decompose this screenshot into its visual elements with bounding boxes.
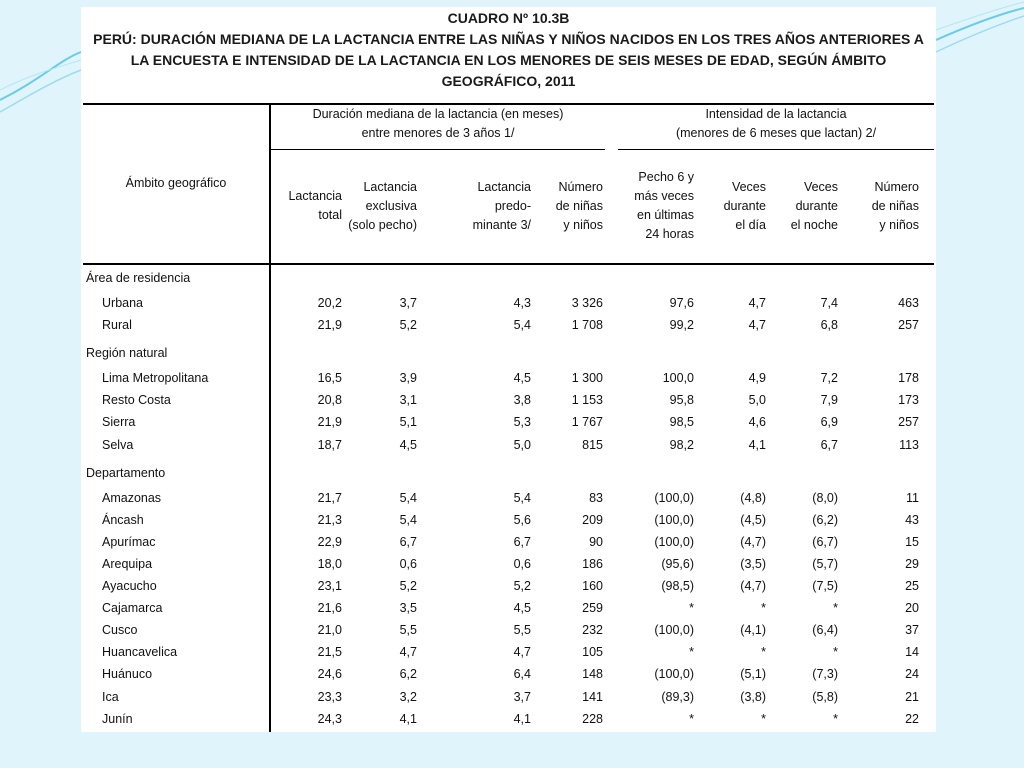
- row-label: Resto Costa: [102, 393, 171, 408]
- table-cell: 259: [582, 601, 603, 616]
- row-label: Apurímac: [102, 534, 156, 549]
- table-sheet: [81, 7, 936, 732]
- table-cell: 23,3: [317, 689, 342, 704]
- row-label: Amazonas: [102, 490, 162, 505]
- table-cell: 99,2: [669, 318, 694, 333]
- table-cell: 1 708: [571, 318, 603, 333]
- table-cell: 4,5: [513, 371, 531, 386]
- table-cell: (6,7): [812, 534, 838, 549]
- table-cell: 0,6: [399, 556, 417, 571]
- table-cell: 3,9: [399, 371, 417, 386]
- table-cell: *: [689, 601, 694, 616]
- column-header-1-line-2: total: [318, 208, 342, 222]
- table-cell: 21,6: [317, 601, 342, 616]
- column-header-5-line-2: más veces: [634, 189, 694, 203]
- table-cell: (4,8): [740, 490, 766, 505]
- row-label: Junín: [102, 711, 133, 726]
- table-cell: 15: [905, 534, 919, 549]
- table-cell: 5,1: [399, 415, 417, 430]
- table-cell: 4,1: [748, 437, 766, 452]
- column-header-3-line-2: predo-: [494, 199, 531, 213]
- table-cell: 5,6: [513, 512, 531, 527]
- table-cell: 6,8: [820, 318, 838, 333]
- row-label: Ica: [102, 689, 119, 704]
- table-cell: 24,6: [317, 667, 342, 682]
- table-cell: (100,0): [654, 534, 694, 549]
- table-cell: 5,2: [513, 579, 531, 593]
- table-cell: 4,6: [748, 415, 766, 430]
- table-cell: 43: [905, 512, 919, 527]
- table-cell: 24,3: [317, 711, 342, 726]
- table-cell: 37: [905, 623, 919, 638]
- table-cell: 7,9: [820, 393, 838, 408]
- group1-header-line1: Duración mediana de la lactancia (en meses): [312, 107, 564, 121]
- column-header-4-line-3: y niños: [563, 218, 603, 232]
- table-cell: 5,4: [399, 490, 417, 505]
- table-cell: (7,3): [812, 667, 838, 682]
- table-cell: 228: [582, 711, 603, 726]
- column-header-4-line-1: Número: [558, 180, 603, 194]
- table-cell: 25: [905, 579, 919, 593]
- column-header-8-line-1: Número: [874, 180, 919, 194]
- column-header-5-line-1: Pecho 6 y: [638, 170, 694, 184]
- group1-rule: [271, 149, 605, 150]
- header-bottom-rule: [83, 263, 934, 265]
- row-label: Huancavelica: [102, 645, 178, 660]
- table-cell: 4,5: [513, 601, 531, 616]
- row-label: Cajamarca: [102, 601, 163, 616]
- table-cell: 7,2: [820, 371, 838, 386]
- table-cell: 21,9: [317, 318, 342, 333]
- table-cell: (5,8): [812, 689, 838, 704]
- group2-header-line1: Intensidad de la lactancia: [705, 107, 847, 121]
- table-cell: (3,5): [740, 556, 766, 571]
- table-cell: 3,2: [399, 689, 417, 704]
- table-cell: 257: [898, 415, 919, 430]
- title-line-4: GEOGRÁFICO, 2011: [441, 73, 576, 89]
- table-cell: *: [833, 601, 838, 616]
- table-cell: (100,0): [654, 490, 694, 505]
- table-cell: 1 767: [571, 415, 603, 430]
- table-cell: *: [833, 645, 838, 660]
- table-cell: 173: [898, 393, 919, 408]
- table-cell: 24: [905, 667, 919, 682]
- table-cell: 4,5: [399, 437, 417, 452]
- table-cell: (100,0): [654, 667, 694, 682]
- table-cell: 5,4: [399, 512, 417, 527]
- table-cell: 4,3: [513, 296, 531, 310]
- table-cell: 21,3: [317, 512, 342, 527]
- table-cell: 141: [582, 689, 603, 704]
- table-cell: 186: [582, 556, 603, 571]
- column-header-7-line-1: Veces: [803, 180, 838, 194]
- table-cell: (4,7): [740, 534, 766, 549]
- table-cell: 4,7: [748, 318, 766, 333]
- table-cell: 21,5: [317, 645, 342, 660]
- table-cell: 4,7: [748, 296, 766, 310]
- row-label: Lima Metropolitana: [102, 371, 209, 386]
- table-cell: 113: [899, 437, 919, 452]
- column-header-5-line-3: en últimas: [637, 208, 694, 222]
- table-cell: 6,4: [513, 667, 531, 682]
- column-header-6-line-2: durante: [723, 199, 766, 213]
- column-header-6-line-1: Veces: [731, 180, 766, 194]
- table-cell: 5,5: [513, 623, 531, 638]
- table-cell: 160: [582, 579, 603, 593]
- table-cell: 20,8: [317, 393, 342, 408]
- row-label: Áncash: [102, 512, 144, 527]
- table-cell: 97,6: [669, 296, 694, 310]
- column-header-3-line-3: minante 3/: [472, 218, 531, 232]
- table-cell: 5,4: [513, 318, 531, 333]
- table-cell: 3,5: [399, 601, 417, 616]
- table-cell: (3,8): [740, 689, 766, 704]
- row-label: Selva: [102, 437, 134, 452]
- table-cell: (5,1): [740, 667, 766, 682]
- table-cell: 6,2: [399, 667, 417, 682]
- row-label: Rural: [102, 318, 132, 333]
- table-cell: 20: [905, 601, 919, 616]
- table-cell: 4,7: [513, 645, 531, 660]
- row-label: Urbana: [102, 296, 143, 310]
- column-header-5-line-4: 24 horas: [645, 227, 694, 241]
- table-cell: 98,2: [669, 437, 694, 452]
- table-cell: 11: [906, 490, 919, 505]
- table-cell: (7,5): [812, 579, 838, 593]
- table-cell: (6,4): [812, 623, 838, 638]
- table-cell: 5,0: [513, 437, 531, 452]
- group2-rule: [618, 149, 934, 150]
- table-cell: (89,3): [661, 689, 694, 704]
- column-header-2-line-3: (solo pecho): [348, 218, 417, 232]
- table-cell: (100,0): [654, 623, 694, 638]
- table-cell: 90: [589, 534, 603, 549]
- table-cell: 178: [898, 371, 919, 386]
- table-cell: 6,7: [820, 437, 838, 452]
- table-cell: 257: [898, 318, 919, 333]
- table-cell: 3,8: [513, 393, 531, 408]
- table-cell: 4,7: [399, 645, 417, 660]
- row-label: Cusco: [102, 623, 138, 638]
- table-cell: 4,1: [399, 711, 417, 726]
- column-header-8-line-3: y niños: [879, 218, 919, 232]
- column-header-2-line-2: exclusiva: [365, 199, 417, 213]
- table-cell: 14: [905, 645, 919, 660]
- row-label: Ayacucho: [102, 579, 157, 593]
- table-cell: 22: [905, 711, 919, 726]
- title-line-2: PERÚ: DURACIÓN MEDIANA DE LA LACTANCIA ENTRE LAS NIÑAS Y NIÑOS NACIDOS EN LOS TRES AÑOS ANTERIORES A: [93, 31, 924, 47]
- table-cell: 18,0: [317, 556, 342, 571]
- table-cell: *: [761, 601, 766, 616]
- table-cell: 105: [582, 645, 603, 660]
- table-cell: 21,0: [317, 623, 342, 638]
- table-cell: (98,5): [661, 579, 694, 593]
- table-cell: 6,7: [513, 534, 531, 549]
- table-cell: 4,9: [748, 371, 766, 386]
- table-cell: 20,2: [317, 296, 342, 310]
- table-cell: 18,7: [317, 437, 342, 452]
- table-cell: 209: [582, 512, 603, 527]
- table-cell: (6,2): [812, 512, 838, 527]
- table-cell: 16,5: [317, 371, 342, 386]
- table-cell: 21,9: [317, 415, 342, 430]
- table-cell: 21: [905, 689, 919, 704]
- table-cell: 232: [582, 623, 603, 638]
- table-cell: 29: [905, 556, 919, 571]
- table-cell: 815: [582, 437, 603, 452]
- table-cell: 148: [582, 667, 603, 682]
- table-cell: 5,4: [513, 490, 531, 505]
- row-label: Arequipa: [102, 556, 153, 571]
- group2-header-line2: (menores de 6 meses que lactan) 2/: [675, 126, 877, 140]
- table-cell: 5,5: [399, 623, 417, 638]
- table-cell: (100,0): [654, 512, 694, 527]
- table-cell: 5,0: [748, 393, 766, 408]
- table-cell: 0,6: [513, 556, 531, 571]
- table-cell: 3,7: [513, 689, 531, 704]
- row-label: Sierra: [102, 415, 136, 430]
- table-cell: (4,5): [740, 512, 766, 527]
- table-cell: 463: [898, 296, 919, 310]
- table-cell: *: [761, 645, 766, 660]
- table-cell: 7,4: [820, 296, 838, 310]
- column-header-6-line-3: el día: [735, 218, 766, 232]
- table-cell: 100,0: [662, 371, 694, 386]
- table-cell: 5,3: [513, 415, 531, 430]
- table-cell: 83: [589, 490, 603, 505]
- table-cell: 6,9: [820, 415, 838, 430]
- column-header-7-line-3: el noche: [790, 218, 838, 232]
- table-cell: 22,9: [317, 534, 342, 549]
- column-header-4-line-2: de niñas: [555, 199, 603, 213]
- table-cell: (4,1): [740, 623, 766, 638]
- table-cell: *: [689, 711, 694, 726]
- table-cell: 3,7: [399, 296, 417, 310]
- title-line-3: LA ENCUESTA E INTENSIDAD DE LA LACTANCIA EN LOS MENORES DE SEIS MESES DE EDAD, SEGÚN ÁMBITO: [130, 52, 887, 68]
- section-label: Área de residencia: [86, 271, 191, 285]
- table-cell: 21,7: [317, 490, 342, 505]
- table-cell: 98,5: [669, 415, 694, 430]
- table-cell: 95,8: [669, 393, 694, 408]
- table-cell: (5,7): [812, 556, 838, 571]
- table-cell: (95,6): [661, 556, 694, 571]
- table-cell: 1 153: [571, 393, 603, 408]
- column-header-1-line-1: Lactancia: [288, 189, 342, 203]
- table-cell: 1 300: [571, 371, 603, 386]
- group1-header-line2: entre menores de 3 años 1/: [361, 126, 515, 140]
- column-header-2-line-1: Lactancia: [363, 180, 417, 194]
- table-cell: (4,7): [740, 579, 766, 593]
- section-label: Región natural: [86, 346, 168, 361]
- table-cell: 3,1: [399, 393, 417, 408]
- column-header-3-line-1: Lactancia: [477, 180, 531, 194]
- title-line-1: CUADRO Nº 10.3B: [447, 10, 570, 26]
- row-label: Huánuco: [102, 667, 153, 682]
- column-header-7-line-2: durante: [795, 199, 838, 213]
- table-cell: 5,2: [399, 318, 417, 333]
- table-cell: 6,7: [399, 534, 417, 549]
- ambito-header: Ámbito geográfico: [125, 176, 227, 190]
- table-title: [81, 7, 936, 92]
- table-cell: (8,0): [812, 490, 838, 505]
- table-cell: *: [689, 645, 694, 660]
- table-cell: 23,1: [317, 579, 342, 593]
- table-cell: 4,1: [513, 711, 531, 726]
- column-header-8-line-2: de niñas: [871, 199, 919, 213]
- table-cell: 5,2: [399, 579, 417, 593]
- table-cell: 3 326: [571, 296, 603, 310]
- section-label: Departamento: [86, 465, 166, 480]
- table-cell: *: [761, 711, 766, 726]
- table-cell: *: [833, 711, 838, 726]
